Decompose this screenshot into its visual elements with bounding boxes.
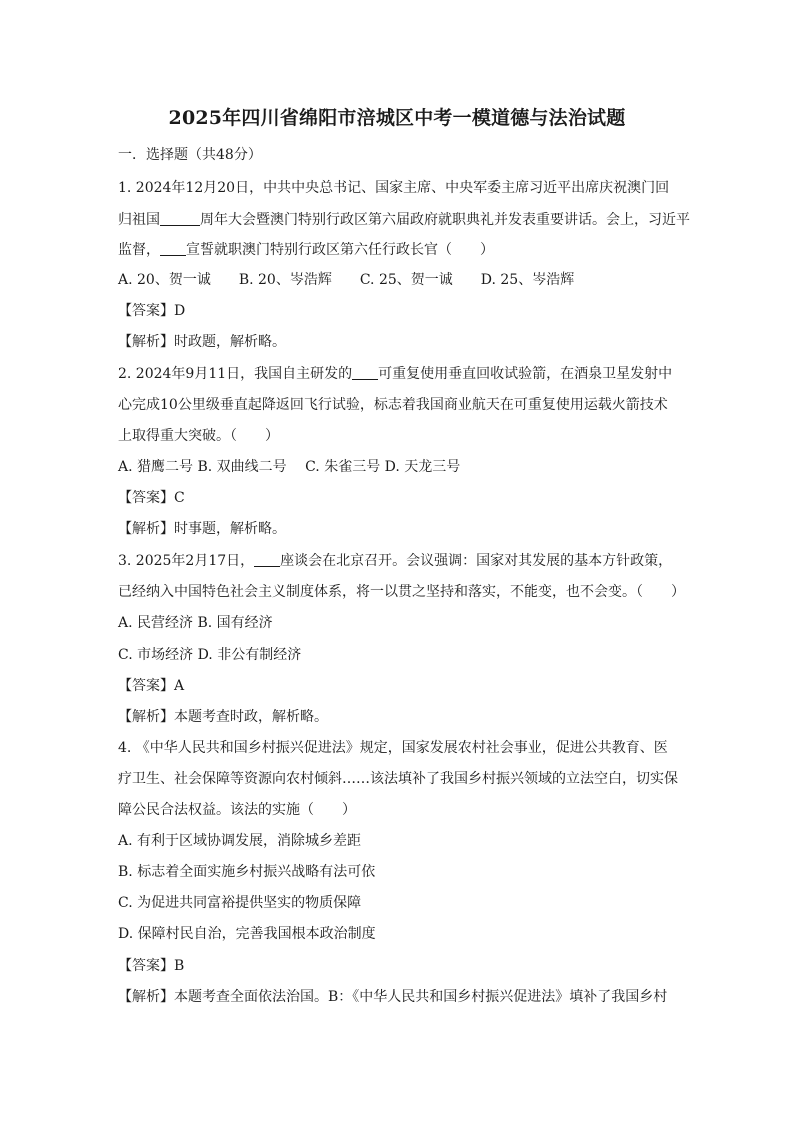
- question-1-stem-line-3: 监督， 宣誓就职澳门特别行政区第六任行政长官（ ）: [118, 242, 494, 258]
- question-1-options: A. 20、贺一诚 B. 20、岑浩辉 C. 25、贺一诚 D. 25、岑浩辉: [118, 272, 575, 288]
- fill-blank: [352, 365, 378, 380]
- question-4-option-a: A. 有利于区域协调发展，消除城乡差距: [118, 833, 362, 849]
- question-3-analysis: 【解析】本题考查时政，解析略。: [118, 709, 328, 725]
- document-title: 2025年四川省绵阳市涪城区中考一模道德与法治试题: [168, 107, 626, 129]
- question-2-options: A. 猎鹰二号 B. 双曲线二号 C. 朱雀三号 D. 天龙三号: [118, 459, 461, 475]
- question-4-answer: 【答案】B: [118, 958, 185, 974]
- question-3-options-line-2: C. 市场经济 D. 非公有制经济: [118, 647, 302, 663]
- fill-blank: [160, 241, 186, 256]
- question-2-answer: 【答案】C: [118, 490, 185, 506]
- question-4-analysis: 【解析】本题考查全面依法治国。B：《中华人民共和国乡村振兴促进法》填补了我国乡村: [118, 989, 668, 1005]
- question-2-analysis: 【解析】时事题，解析略。: [118, 521, 286, 537]
- question-4-option-b: B. 标志着全面实施乡村振兴战略有法可依: [118, 864, 376, 880]
- question-4-option-d: D. 保障村民自治，完善我国根本政治制度: [118, 926, 376, 942]
- question-4-option-c: C. 为促进共同富裕提供坚实的物质保障: [118, 895, 362, 911]
- question-1-answer: 【答案】D: [118, 303, 186, 319]
- question-4-stem-line-2: 疗卫生、社会保障等资源向农村倾斜……该法填补了我国乡村振兴领域的立法空白，切实保: [118, 771, 678, 787]
- section-heading: 一．选择题（共48分）: [118, 147, 262, 163]
- question-3-stem-line-2: 已经纳入中国特色社会主义制度体系，将一以贯之坚持和落实，不能变，也不会变。（ ）: [118, 584, 685, 600]
- question-1-stem-line-1: 1. 2024年12月20日，中共中央总书记、国家主席、中央军委主席习近平出席庆祝澳门回: [118, 180, 670, 196]
- question-4-stem-line-3: 障公民合法权益。该法的实施（ ）: [118, 802, 356, 818]
- fill-blank: [254, 552, 280, 567]
- question-3-stem-line-1: 3. 2025年2月17日， 座谈会在北京召开。会议强调：国家对其发展的基本方针政策，: [118, 553, 673, 569]
- question-3-options-line-1: A. 民营经济 B. 国有经济: [118, 615, 273, 631]
- question-2-stem-line-2: 心完成10公里级垂直起降返回飞行试验，标志着我国商业航天在可重复使用运载火箭技术: [118, 397, 668, 413]
- question-2-stem-line-1: 2. 2024年9月11日，我国自主研发的 可重复使用垂直回收试验箭，在酒泉卫星发射中: [118, 366, 673, 382]
- question-1-stem-line-2: 归祖国 周年大会暨澳门特别行政区第六届政府就职典礼并发表重要讲话。会上，习近平: [118, 212, 690, 228]
- question-1-analysis: 【解析】时政题，解析略。: [118, 334, 286, 350]
- fill-blank: [160, 211, 200, 226]
- question-2-stem-line-3: 上取得重大突破。（ ）: [118, 428, 279, 444]
- question-4-stem-line-1: 4. 《中华人民共和国乡村振兴促进法》规定，国家发展农村社会事业，促进公共教育、医: [118, 740, 668, 756]
- question-3-answer: 【答案】A: [118, 678, 185, 694]
